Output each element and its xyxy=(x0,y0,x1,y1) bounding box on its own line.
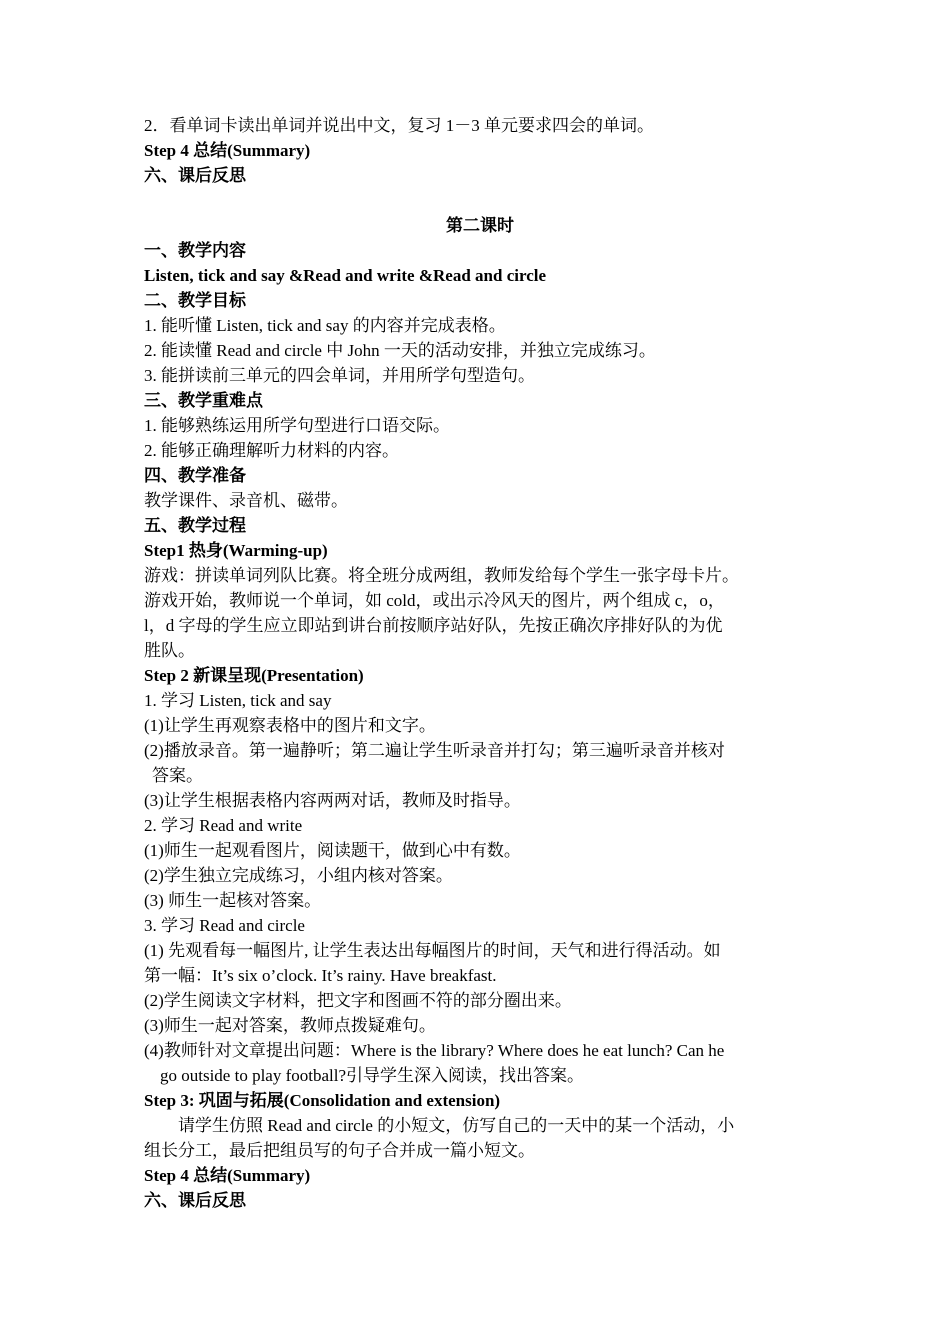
list-item: (3)让学生根据表格内容两两对话，教师及时指导。 xyxy=(144,791,521,810)
paragraph-line: 游戏：拼读单词列队比赛。将全班分成两组，教师发给每个学生一张字母卡片。 xyxy=(144,566,739,585)
list-item: (1) 先观看每一幅图片, 让学生表达出每幅图片的时间，天气和进行得活动。如 xyxy=(144,941,721,960)
list-item: (4)教师针对文章提出问题：Where is the library? Where does he eat lunch? Can he xyxy=(144,1041,725,1060)
reflection-heading: 六、课后反思 xyxy=(144,166,246,185)
lesson-title: 第二课时 xyxy=(446,216,514,235)
spacer xyxy=(144,188,816,213)
list-item: (2)学生独立完成练习，小组内核对答案。 xyxy=(144,866,453,885)
list-item-continuation: go outside to play football?引导学生深入阅读，找出答案。 xyxy=(160,1066,585,1085)
list-item: (3)师生一起对答案，教师点拨疑难句。 xyxy=(144,1016,436,1035)
objective-3: 3. 能拼读前三单元的四会单词，并用所学句型造句。 xyxy=(144,366,535,385)
step2-heading: Step 2 新课呈现(Presentation) xyxy=(144,666,364,685)
preparation-line: 教学课件、录音机、磁带。 xyxy=(144,491,348,510)
paragraph-line: l，d 字母的学生应立即站到讲台前按顺序站好队，先按正确次序排好队的为优 xyxy=(144,616,723,635)
section-heading-content: 一、教学内容 xyxy=(144,241,246,260)
paragraph-line: 胜队。 xyxy=(144,641,195,660)
key-point-1: 1. 能够熟练运用所学句型进行口语交际。 xyxy=(144,416,450,435)
paragraph-line: 组长分工，最后把组员写的句子合并成一篇小短文。 xyxy=(144,1141,535,1160)
step4-summary-heading: Step 4 总结(Summary) xyxy=(144,1166,311,1185)
list-item-continuation: 答案。 xyxy=(152,766,203,785)
list-item: (2)播放录音。第一遍静听；第二遍让学生听录音并打勾；第三遍听录音并核对 xyxy=(144,741,725,760)
section-heading-process: 五、教学过程 xyxy=(144,516,246,535)
list-item: (1)师生一起观看图片，阅读题干，做到心中有数。 xyxy=(144,841,521,860)
step3-heading: Step 3: 巩固与拓展(Consolidation and extension) xyxy=(144,1091,501,1110)
key-point-2: 2. 能够正确理解听力材料的内容。 xyxy=(144,441,399,460)
paragraph-line: 请学生仿照 Read and circle 的小短文，仿写自己的一天中的某一个活动，小 xyxy=(178,1116,735,1135)
list-item: (2)学生阅读文字材料，把文字和图画不符的部分圈出来。 xyxy=(144,991,572,1010)
section-heading-objectives: 二、教学目标 xyxy=(144,291,246,310)
list-item: 1. 学习 Listen, tick and say xyxy=(144,691,332,710)
reflection-heading: 六、课后反思 xyxy=(144,1191,246,1210)
list-item-continuation: 第一幅：It’s six o’clock. It’s rainy. Have breakfast. xyxy=(144,966,497,985)
list-item: 2. 学习 Read and write xyxy=(144,816,303,835)
content-line: Listen, tick and say &Read and write &Read and circle xyxy=(144,266,547,285)
review-item-2: 2．看单词卡读出单词并说出中文，复习 1－3 单元要求四会的单词。 xyxy=(144,116,654,135)
objective-1: 1. 能听懂 Listen, tick and say 的内容并完成表格。 xyxy=(144,316,506,335)
paragraph-line: 游戏开始，教师说一个单词，如 cold，或出示冷风天的图片，两个组成 c，o， xyxy=(144,591,725,610)
section-heading-preparation: 四、教学准备 xyxy=(144,466,246,485)
section-heading-key-points: 三、教学重难点 xyxy=(144,391,263,410)
document-page xyxy=(144,113,816,1213)
list-item: (3) 师生一起核对答案。 xyxy=(144,891,322,910)
list-item: (1)让学生再观察表格中的图片和文字。 xyxy=(144,716,436,735)
step1-heading: Step1 热身(Warming-up) xyxy=(144,541,328,560)
list-item: 3. 学习 Read and circle xyxy=(144,916,305,935)
step4-summary-heading: Step 4 总结(Summary) xyxy=(144,141,311,160)
objective-2: 2. 能读懂 Read and circle 中 John 一天的活动安排，并独立完成练习。 xyxy=(144,341,656,360)
